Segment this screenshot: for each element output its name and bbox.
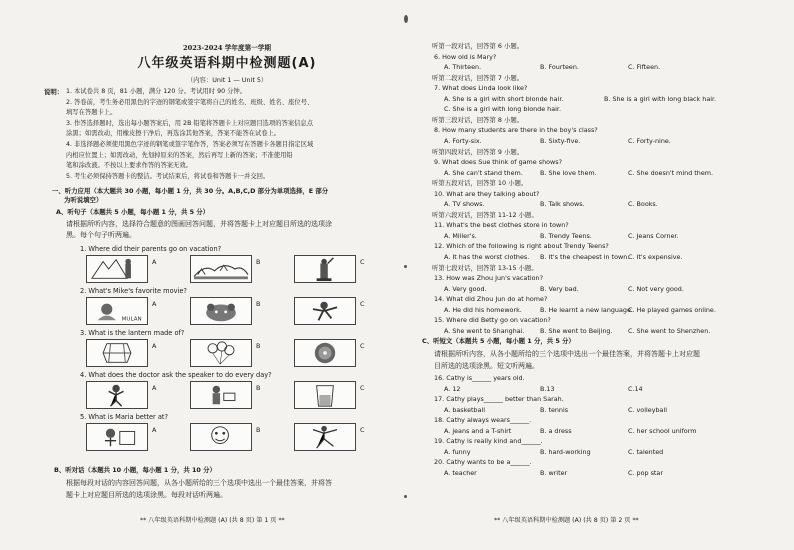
option-picture (190, 423, 252, 451)
partB-desc-1: 根据每段对话的内容回答问题，从各小题所给的三个选项中选出一个最佳答案，并将答 (66, 479, 332, 487)
picture-question-text: 2. What's Mike's favorite movie? (80, 287, 187, 295)
picture-question-text: 3. What is the lantern made of? (80, 329, 185, 337)
option-a: A. She can't stand them. (444, 168, 523, 177)
option-c: C. Books. (628, 200, 658, 209)
option-b: B. hard-working (540, 447, 591, 456)
question-text: 13. How was Zhou Jun's vacation? (434, 274, 543, 283)
instruction-line: 3. 作答选择题时，选出每小题答案后，用 2B 铅笔将答题卡上对应题目选项的答案信息点 (66, 119, 314, 127)
option-a: A. teacher (444, 469, 477, 477)
instruction-line: 涂黑；如需改动，用橡皮擦干净后，再选涂其他答案，答案不能答在试卷上。 (66, 130, 281, 138)
question-text: 9. What does Sue think of game shows? (434, 158, 562, 167)
question-text: 20. Cathy wants to be a______. (434, 458, 532, 467)
question-text: 12. Which of the following is right about Trendy Teens? (434, 242, 609, 251)
option-c: C. Not very good. (628, 284, 684, 293)
option-label: B (256, 426, 261, 434)
option-label: A (152, 342, 157, 350)
dialogue-note: 听第一段对话，回答第 6 小题。 (432, 42, 524, 50)
partB-title: B、听对话（本题共 10 小题，每小题 1 分，共 10 分） (54, 466, 216, 474)
partC-desc: 请根据所听内容，从各小题所给的三个选项中选出一个最佳答案，并将答题卡上对应题 (434, 349, 700, 358)
dialogue-note: 听第二段对话，回答第 7 小题。 (432, 73, 524, 82)
option-a: A. She went to Shanghai. (444, 326, 525, 335)
option-picture (190, 381, 252, 409)
option-label: B (256, 342, 261, 350)
dialogue-note: 听第六段对话，回答第 11-12 小题。 (432, 210, 538, 219)
option-c: C. Fifteen. (628, 63, 661, 72)
footer-right: ** 八年级英语科期中检测题 (A) (共 8 页) 第 2 页 ** (494, 517, 639, 524)
option-label: C (360, 300, 365, 308)
instruction-line: 内相应位置上；如需改动，先划掉原来的答案，然后再写上新的答案；不准使用铅 (66, 151, 293, 159)
option-label: A (152, 384, 157, 392)
option-label: B (256, 384, 261, 392)
binding-hole-mark (404, 495, 407, 498)
option-picture (294, 381, 356, 409)
question-text: 11. What's the best clothes store in town? (434, 221, 569, 230)
page-title: 八年级英语科期中检测题(A) (137, 56, 317, 71)
partA-title: A、听句子（本题共 5 小题，每小题 1 分，共 5 分） (56, 208, 210, 216)
instruction-line: 笔和涂改液。不按以上要求作答的答案无效。 (66, 162, 192, 170)
option-a: A. Thirteen. (444, 63, 482, 72)
option-a: A. basketball (444, 405, 486, 414)
option-label: C (360, 384, 365, 392)
option-b: B. She went to Beijing. (540, 326, 613, 335)
binding-hole-mark (404, 15, 408, 23)
instruction-line: 5. 考生必须保持答题卡的整洁。考试结束后，将试卷和答题卡一并交回。 (66, 172, 270, 180)
option-picture (86, 381, 148, 409)
question-text: 10. What are they talking about? (434, 189, 540, 198)
instruction-line: 1. 本试卷共 8 页，81 小题，满分 120 分。考试用时 90 分钟。 (66, 88, 247, 95)
question-text: 14. What did Zhou Jun do at home? (434, 295, 548, 304)
partA-desc-2: 黑。每个句子听两遍。 (66, 231, 136, 239)
partC-title: C、听短文（本题共 5 小题，每小题 1 分，共 5 分） (422, 337, 575, 346)
option-picture (190, 297, 252, 325)
option-c: C. pop star (628, 469, 663, 477)
option-b: B. He learnt a new language. (540, 305, 633, 314)
option-a: A. Miller's. (444, 231, 477, 240)
option-label: B (256, 300, 261, 308)
footer-left: ** 八年级英语科期中检测题 (A) (共 8 页) 第 1 页 ** (140, 517, 285, 524)
option-b: B. Fourteen. (540, 63, 579, 72)
option-b: B. Sixty-five. (540, 136, 581, 145)
option-b: B. It's the cheapest in town. (540, 253, 630, 261)
option-a: A. funny (444, 447, 471, 456)
option-b: B. a dress (540, 426, 572, 435)
option-label: A (152, 300, 157, 308)
partC-desc: 目所选的选项涂黑。短文听两遍。 (434, 362, 539, 370)
option-b: B. She love them. (540, 168, 597, 177)
option-picture (86, 255, 148, 283)
option-b: B. Very bad. (540, 284, 579, 293)
option-c: C. She went to Shenzhen. (628, 326, 711, 335)
question-text: 8. How many students are there in the boy's class? (434, 126, 598, 135)
option-b: B. writer (540, 469, 568, 477)
option-picture (294, 297, 356, 325)
option-a: A. TV shows. (444, 200, 485, 209)
question-text: 7. What does Linda look like? (434, 84, 528, 93)
option-a: A. Forty-six. (444, 136, 482, 145)
question-text: 19. Cathy is really kind and______. (434, 437, 543, 446)
question-text: 6. How old is Mary? (434, 52, 497, 61)
option-c: C. He played games online. (628, 305, 716, 314)
option-c: C. She doesn't mind them. (628, 168, 714, 177)
question-text: 18. Cathy always wears______. (434, 416, 532, 425)
content-scope: （内容：Unit 1 — Unit 5） (186, 76, 268, 84)
dialogue-note: 听第三段对话，回答第 8 小题。 (432, 115, 524, 124)
option-a: A. She is a girl with short blonde hair. (444, 94, 564, 103)
mulan-caption: MULAN (121, 316, 142, 323)
option-label: A (152, 258, 157, 266)
option-c: C. talented (628, 447, 664, 456)
instruction-line: 填写在答题卡上。 (66, 109, 117, 117)
option-picture (190, 255, 252, 283)
option-a: A. jeans and a T-shirt (444, 426, 512, 435)
option-picture (294, 339, 356, 367)
dialogue-note: 听第五段对话，回答第 10 小题。 (432, 179, 528, 188)
partB-desc-2: 题卡上对应题目所选的选项涂黑。每段对话听两遍。 (66, 491, 227, 499)
option-picture (294, 255, 356, 283)
picture-question-text: 4. What does the doctor ask the speaker to do every day? (80, 371, 272, 379)
option-label: C (360, 426, 365, 434)
section1-heading: 一、听力应用（本大题共 30 小题，每小题 1 分，共 30 分。A,B,C,D 部分为单项选择，E 部分 (52, 187, 329, 195)
question-text: 15. Where did Betty go on vacation? (434, 316, 551, 325)
option-label: B (256, 258, 261, 266)
instruction-line: 4. 非选择题必须使用黑色字迹的钢笔或签字笔作答，答案必须写在答题卡各题目指定区域 (66, 141, 314, 148)
option-b: B. Talk shows. (540, 200, 585, 209)
option-c: C. her school uniform (628, 426, 697, 435)
option-label: A (152, 426, 157, 434)
option-c: C. She is a girl with long blonde hair. (444, 105, 561, 114)
instructions-label: 说明： (44, 88, 64, 96)
option-a: A. 12 (444, 384, 461, 393)
option-picture (86, 339, 148, 367)
option-picture (190, 339, 252, 367)
instruction-line: 2. 答卷前，考生务必用黑色的字迹的钢笔或签字笔将自己的姓名、班级、姓名、座位号、 (66, 98, 314, 106)
school-year: 2023-2024 学年度第一学期 (183, 44, 271, 52)
picture-question-text: 1. Where did their parents go on vacation? (80, 245, 222, 253)
dialogue-note: 听第四段对话，回答第 9 小题。 (432, 147, 524, 156)
option-c: C. Jeans Corner. (628, 231, 679, 240)
option-label: C (360, 258, 365, 266)
section1-heading-cont: 为听说填空） (64, 196, 103, 204)
dialogue-note: 听第七段对话，回答第 13-15 小题。 (432, 263, 538, 272)
option-picture (86, 423, 148, 451)
left-column (44, 0, 392, 550)
option-c: C. It's expensive. (628, 253, 683, 261)
binding-hole-mark (404, 265, 407, 268)
option-c: C. Forty-nine. (628, 136, 671, 145)
question-text: 17. Cathy plays______ better than Sarah. (434, 395, 564, 404)
partA-desc-1: 请根据所听内容，选择符合题意的图画回答问题，并将答题卡上对应题目所选的选项涂 (66, 220, 332, 228)
question-text: 16. Cathy is______ years old. (434, 374, 525, 383)
option-c: C. volleyball (628, 405, 668, 414)
option-a: A. It has the worst clothes. (444, 253, 530, 261)
option-label: C (360, 342, 365, 350)
option-b: B. tennis (540, 405, 569, 414)
picture-question-text: 5. What is Maria better at? (80, 413, 168, 421)
option-a: A. He did his homework. (444, 305, 522, 314)
option-a: A. Very good. (444, 284, 487, 293)
option-b: B. She is a girl with long black hair. (604, 94, 717, 103)
option-c: C.14 (628, 384, 643, 393)
right-column (422, 0, 772, 550)
option-picture (294, 423, 356, 451)
option-picture (86, 297, 148, 325)
option-b: B.13 (540, 384, 555, 393)
option-b: B. Trendy Teens. (540, 231, 592, 240)
